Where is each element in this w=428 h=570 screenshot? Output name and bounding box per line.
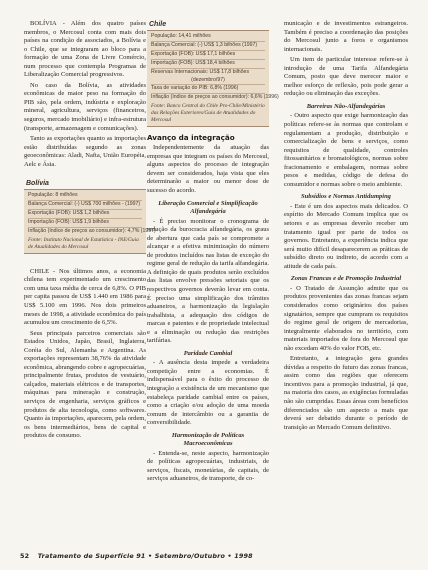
section-title: Avanço da integração xyxy=(147,133,235,143)
chile-row-reserves: Reservas Internacionais: US$ 17,8 bilhões xyxy=(151,68,250,75)
subheading-harmonizacao: Harmonização de Políticas Macroeconômicas xyxy=(171,431,245,448)
paragraph-zonas-francas: - O Tratado de Assunção admite que os produtos provenientes das zonas francas sejam considerados como originários dos países signatários, sempre que cumpram os requisitos do regime geral de origem de mercadorias, integralmente elaborados no território, com materiais importados de fora do Mercosul que não excedam 40% do valor FOB, etc. xyxy=(284,284,408,352)
bolivia-box-heading: Bolívia xyxy=(26,180,49,188)
paragraph-barreiras: - Outro aspecto que exige harmonização das políticas refere-se às normas que controlam e regulamentam a produção, distribuição e comercialização de bens e serviços, como requisitos de qualidade, controles fitossanitários e bromatológicos, normas sobre fracionamento e embalagem, normas sobre pesos e medidas, código de defesa do consumidor e normas sobre o meio ambiente. xyxy=(284,112,408,188)
column-1 xyxy=(24,20,156,443)
publication-line: Tratamento de Superfície 91 • Setembro/Outubro • 1998 xyxy=(37,552,253,560)
subheading-subsidios: Subsídios e Normas Antidumping xyxy=(301,193,391,201)
bolivia-box-source: Fonte: Instituto Nacional de Estatística - INE/Guia de Atualidades do Mercosul xyxy=(28,236,139,250)
paragraph-bolivia-intro: BOLÍVIA - Além dos quatro países membros, o Mercosul conta com mais dois países na condição de associados, a Bolívia e o Chile, que se integraram ao bloco para a formação de uma Zona de Livre Comércio, num processo que contempla Programas de Liberalização Comercial progressivos. xyxy=(24,20,146,79)
paragraph-tarifa-comum: Um item de particular interesse refere-se à introdução de uma Tarifa Alfandegária Comum, posto que deve merecer maior e melhor esforço de reflexão, pois pode gerar a redução ou eliminação das exceções. xyxy=(284,56,408,98)
chile-row-reserves-date: (dezembro/97) xyxy=(151,77,265,86)
subheading-liberacao: Liberação Comercial e Simplificação Alfandegária xyxy=(158,199,258,216)
paragraph-subsidios: - Este é um dos aspectos mais delicados. O espírito do Mercado Comum implica que os setores e as empresas deverão receber um tratamento igual por parte de todos os governos. Entretanto, a experiência indica que será muito difícil desaparecerem as práticas de subsídio direto ou indireto, de acordo com a atitude de cada país. xyxy=(284,202,408,270)
bolivia-fact-box xyxy=(24,179,156,254)
chile-row-imports: Importação (FOB): US$ 18,4 bilhões xyxy=(151,60,265,69)
column-3 xyxy=(284,20,408,434)
subheading-barreiras: Barreiras Não-Alfandegárias xyxy=(306,102,386,110)
chile-row-exports: Exportação (FOB): US$ 17,1 bilhões xyxy=(151,51,265,60)
column-2 xyxy=(147,20,279,486)
chile-row-inflation: Inflação (índice de preços ao consumidor): 6,6% (1996) xyxy=(151,94,279,101)
paragraph-liberacao: - É preciso monitorar o cronograma de redução da burocracia alfandegária, os graus de abertura que cada país se compromete a alcançar e a efetiva minimização do número de produtos incluídos nas listas de exceção do regime geral de redução da tarifa alfandegária. A definição de quais produtos serão excluídos das listas envolve pressões setoriais que os respectivos governos deverão levar em conta. É preciso uma simplificação dos trâmites aduaneiros, a harmonização da legislação trabalhista, a adequação dos códigos de marcas e patentes e de propriedade intelectual e a eliminação ou redução das restrições tarifárias. xyxy=(147,217,269,345)
paragraph-harmonizacao: - Entenda-se, neste aspecto, harmonização de políticas agropecuárias, industriais, de serviços, fiscais, monetárias, de capitais, de serviços aduaneiros, de transporte, de co- xyxy=(147,449,269,483)
page-number: 52 xyxy=(20,552,30,560)
paragraph-paridade: - A ausência desta impede a verdadeira competição entre a economias. É indispensável para o êxito do processo de integração a existência de um mecanismo que estabeleça paridade cambial entre os países, como a criação e/ou adoção de uma moeda comum de intercâmbio ou a garantia de conversibilidade. xyxy=(147,359,269,427)
bolivia-row-inflation: Inflação (índice de preços ao consumidor): 4,7% (1997) xyxy=(28,227,156,234)
chile-box-source: Fonte: Banco Central do Chile Pro-Chile/Ministério das Relações Exteriores/Guia de Atualidades do Mercosul xyxy=(151,103,265,124)
chile-fact-box xyxy=(147,20,279,127)
paragraph-bolivia-economy: No caso da Bolívia, as atividades econômicas de maior peso na formação do PIB são, pela ordem, indústria e exploração mineral, agricultura, serviços (financeiros, seguros, mercado imobiliário) e infra-estrutura (transporte, armazenagem e comunicações). xyxy=(24,81,146,132)
chile-box-heading: Chile xyxy=(149,21,167,28)
paragraph-chile-partners: Seus principais parceiros comerciais são Estados Unidos, Japão, Brasil, Inglaterra, Coréia do Sul, Alemanha e Argentina. As exportações representam 38,76% da atividade econômica, abrangendo cobre e agropecuárias, principalmente frutas, produtos de vestuário, calçados, materiais elétricos e de transportes, máquinas para mineração e construção, serviços de engenharia, serviços gráficos e produtos de alta tecnologia, como softwares. Quanto às importações, aparecem, pela ordem, os bens intermediários, bens de capital e produtos de consumo. xyxy=(24,329,146,440)
chile-row-population: População: 14,41 milhões xyxy=(151,33,265,42)
chile-box-body xyxy=(147,30,279,127)
page-footer xyxy=(20,552,253,560)
bolivia-row-exports: Exportação (FOB): US$ 1,2 bilhões xyxy=(28,210,142,219)
bolivia-row-population: População: 8 milhões xyxy=(28,192,142,201)
paragraph-integration-intro: Independentemente da atuação das empresas que integram os países do Mercosul, alguns aspectos do processo de integração devem ser considerados, haja vista que eles determinarão a maior ou menor dose de sucesso do acordo. xyxy=(147,144,269,194)
paragraph-harmonizacao-cont: municação e de investimentos estrangeiros. Também é preciso a coordenação das posições do Mercosul junto a foros e organismos internacionais. xyxy=(284,20,408,53)
bolivia-row-trade-balance: Balança Comercial: (-) US$ 700 milhões - (1997) xyxy=(28,201,142,210)
subheading-paridade: Paridade Cambial xyxy=(183,349,233,357)
chile-row-gdp: Taxa de variação do PIB: 6,8% (1996) xyxy=(151,85,265,94)
paragraph-chile-growth: CHILE - Nos últimos anos, a economia chilena tem experimentado um crescimento com uma taxa média de cerca de 6,8%. O PIB per capita passou de US$ 1.440 em 1986 para US$ 5.100 em 1996. Nos dois primeiros meses de 1998, a atividade econômica do país acumulou um crescimento de 6,5%. xyxy=(24,267,146,327)
bolivia-box-body xyxy=(24,189,156,254)
bolivia-row-imports: Importação (FOB): US$ 1,9 bilhões xyxy=(28,219,142,228)
subheading-zonas-francas: Zonas Francas e de Promoção Industrial xyxy=(290,275,402,283)
chile-row-trade-balance: Balança Comercial: (-) US$ 1,3 bilhões (1997) xyxy=(151,42,265,51)
paragraph-bolivia-trade: Tanto as exportações quanto as importações estão distribuídas segundo as zonas geoeconômicas: Aladi, Nafta, União Européia, Aelc e Ásia. xyxy=(24,135,146,168)
paragraph-zonas-francas-2: Entretanto, a integração gera grandes dúvidas a respeito do futuro das zonas francas, assim como das regiões que oferecem incentivos para a promoção industrial, já que, na maioria dos casos, as exigências formuladas não são cumpridas. Essas áreas com benefícios diferenciados são um aspecto a mais que deverá ser debatido durante o período de transição ao Mercado Comum definitivo. xyxy=(284,355,408,431)
